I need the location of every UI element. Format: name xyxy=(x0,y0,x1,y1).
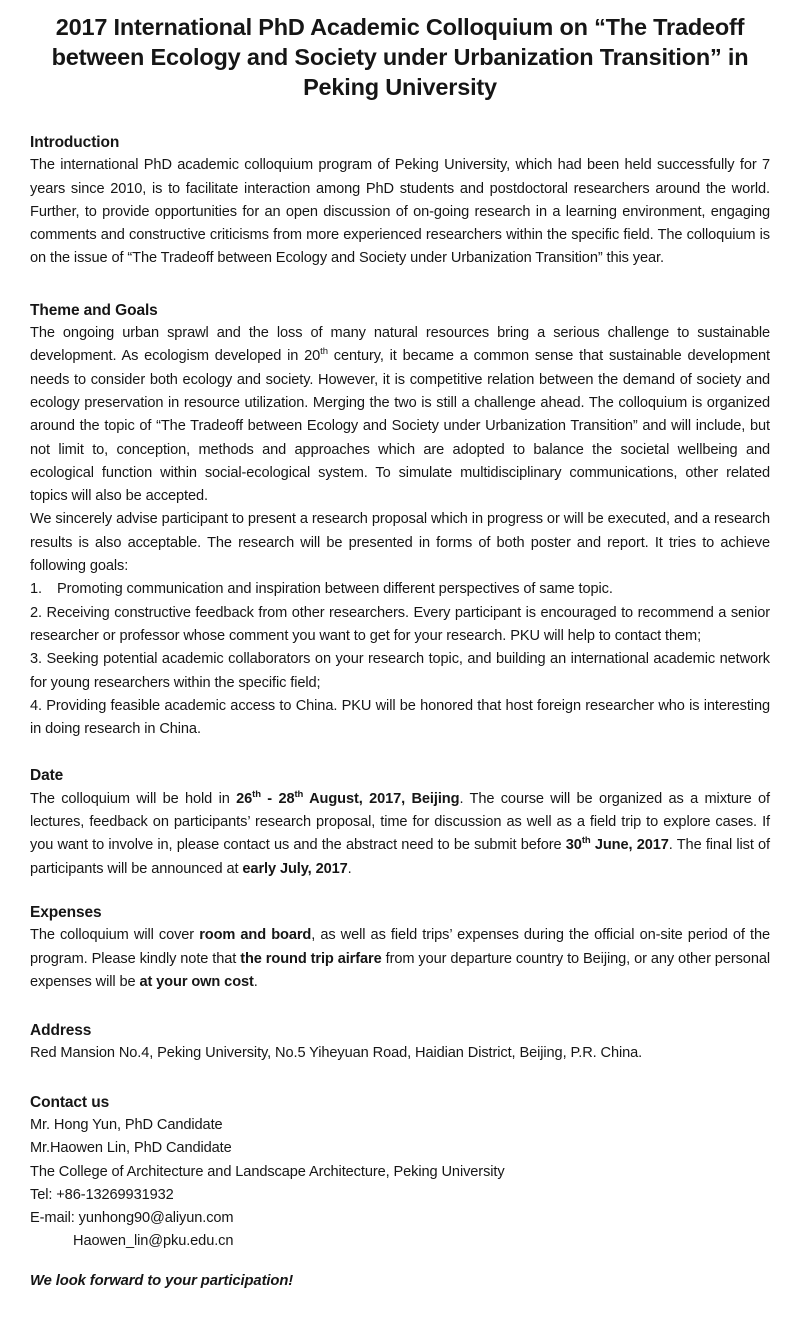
introduction-heading: Introduction xyxy=(30,134,120,151)
closing-line: We look forward to your participation! xyxy=(30,1272,294,1289)
introduction-paragraph: The international PhD academic colloquium program of Peking University, which had been held successfully for 7 years since 2010, is to facilitate interaction among PhD students and postdoctoral researchers around the world. Further, to provide opportunities for an open discussion of on-going research in a learning environment, engaging comments and constructive criticisms from more experienced researchers within the specific field. The colloquium is on the issue of “The Tradeoff between Ecology and Society under Urbanization Transition” this year. xyxy=(30,157,770,267)
contact-email-2: Haowen_lin@pku.edu.cn xyxy=(73,1233,234,1250)
section-expenses xyxy=(30,901,770,994)
section-address xyxy=(30,1019,770,1066)
address-line: Red Mansion No.4, Peking University, No.5 Yiheyuan Road, Haidian District, Beijing, P.R. China. xyxy=(30,1045,643,1062)
section-date xyxy=(30,764,770,880)
section-introduction xyxy=(30,131,770,271)
contact-person-2: Mr.Haowen Lin, PhD Candidate xyxy=(30,1140,232,1157)
goal-item-3: 3. Seeking potential academic collaborators on your research topic, and building an international academic network for young researchers within the specific field; xyxy=(30,651,770,691)
goal-item-1: 1. Promoting communication and inspiration between different perspectives of same topic. xyxy=(30,581,613,598)
date-heading: Date xyxy=(30,767,64,785)
contact-email-1: E-mail: yunhong90@aliyun.com xyxy=(30,1210,234,1227)
contact-heading: Contact us xyxy=(30,1093,110,1111)
goal-item-2: 2. Receiving constructive feedback from other researchers. Every participant is encouraged to recommend a senior researcher or professor whose comment you want to get for your research. PKU will help to contact them; xyxy=(30,604,770,644)
contact-person-1: Mr. Hong Yun, PhD Candidate xyxy=(30,1116,223,1133)
goal-item-4: 4. Providing feasible academic access to China. PKU will be honored that host foreign researcher who is interesting in doing research in China. xyxy=(30,697,770,738)
expenses-paragraph: The colloquium will cover room and board, as well as field trips’ expenses during the official on-site period of the program. Please kindly note that the round trip airfare from your departure country to Beijing, or any other personal expenses will be at your own cost. xyxy=(30,927,771,990)
date-paragraph: The colloquium will be hold in 26th - 28th August, 2017, Beijing. The course will be organized as a mixture of lectures, feedback on participants’ research proposal, time for discussion as well as a field trip to explore cases. If you want to involve in, please contact us and the abstract need to be submit before 30th June, 2017. The final list of participants will be announced at early July, 2017. xyxy=(30,788,771,877)
section-contact-us xyxy=(30,1091,770,1254)
theme-paragraph-2: We sincerely advise participant to present a research proposal which in progress or will be executed, and a research results is also acceptable. The research will be presented in forms of both poster and report. It tries to achieve following goals: xyxy=(30,511,770,575)
section-theme-and-goals xyxy=(30,299,770,742)
expenses-heading: Expenses xyxy=(30,903,102,921)
theme-heading: Theme and Goals xyxy=(30,301,158,319)
address-heading: Address xyxy=(30,1022,92,1040)
theme-paragraph-1: The ongoing urban sprawl and the loss of many natural resources bring a serious challenge to sustainable development. As ecologism developed in 20th century, it became a common sense that sustainable development needs to consider both ecology and society. However, it is competitive relation between the demand of society and ecology preservation in resource utilization. Merging the two is still a challenge ahead. The colloquium is organized around the topic of “The Tradeoff between Ecology and Society under Urbanization Transition” and will include, but not limit to, conception, methods and approaches which are adopted to balance the societal wellbeing and ecological function within social-ecological system. To simulate multidisciplinary communications, other related topics will also be accepted. xyxy=(30,325,770,505)
contact-affiliation: The College of Architecture and Landscape Architecture, Peking University xyxy=(30,1163,505,1180)
contact-phone: Tel: +86-13269931932 xyxy=(30,1186,174,1203)
document-title: 2017 International PhD Academic Colloquium on “The Tradeoff between Ecology and Society under Urbanization Transition” in Peking University xyxy=(51,14,749,100)
